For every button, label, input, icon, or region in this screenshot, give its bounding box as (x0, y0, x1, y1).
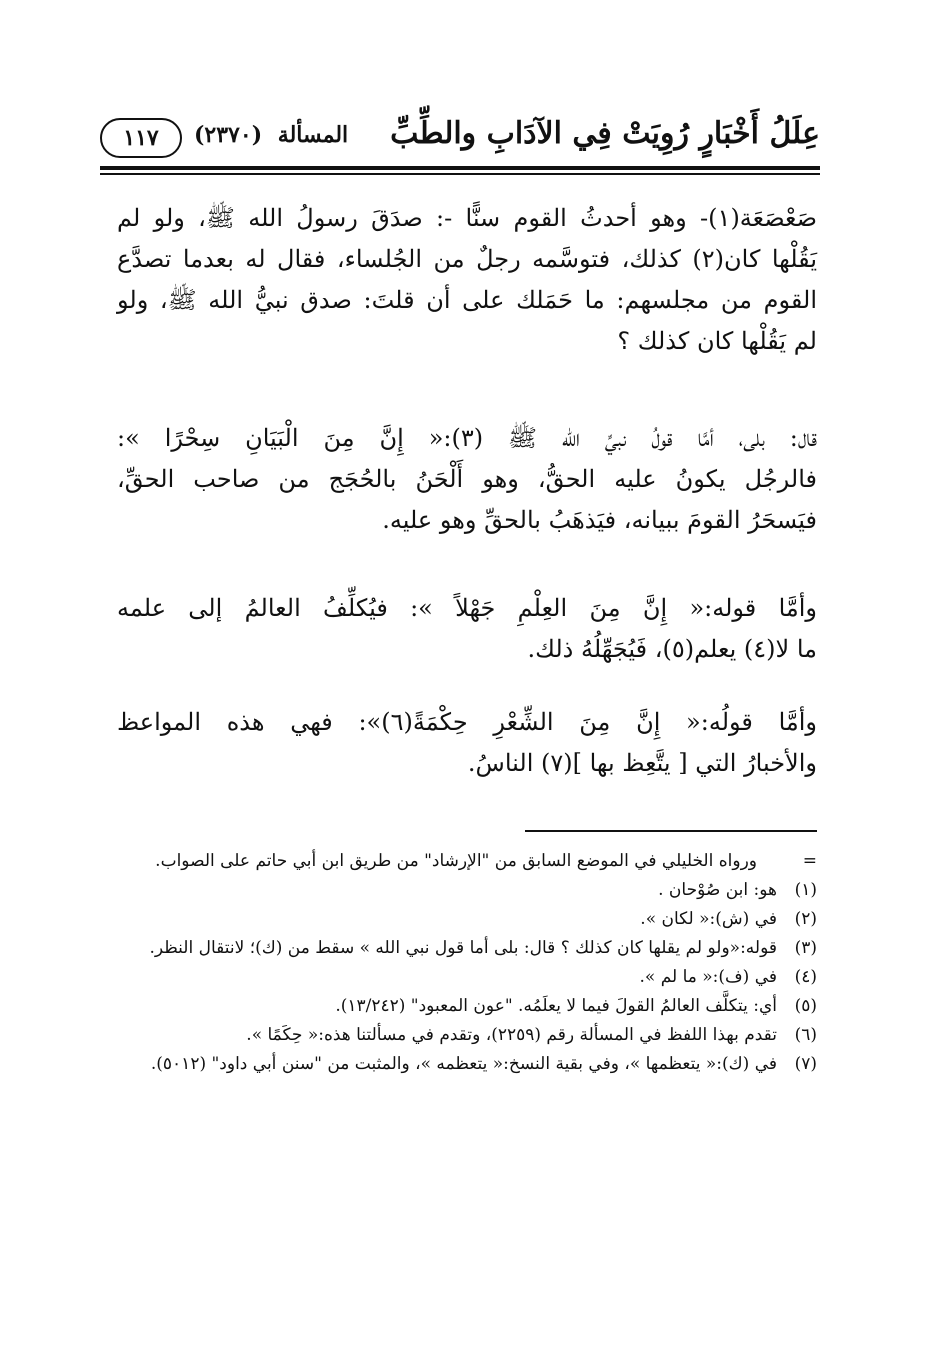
footnote-number: (١) (794, 880, 817, 900)
text-line: والأخبارُ التي [ يتَّعِظ بها ](٧) الناسُ. (467, 749, 817, 777)
footnote-item (105, 964, 817, 990)
text-line: القوم من مجلسهم: ما حَمَلك على أن قلتَ: صدق نبيُّ الله ﷺ، ولو (117, 286, 817, 314)
page-number: ١١٧ (123, 125, 159, 151)
footnote-number: (٣) (794, 938, 817, 958)
issue-label: المسألة (277, 122, 349, 148)
footnote-item (105, 906, 817, 932)
page-header (100, 112, 820, 164)
text-line: فالرجُل يكونُ عليه الحقُّ، وهو أَلْحَنُ بالحُجَج من صاحب الحقِّ، (117, 465, 817, 493)
text-line: صَعْصَعَة(١)- وهو أحدثُ القوم سنًّا -: صدَقَ رسولُ الله ﷺ، ولو لم (117, 204, 818, 232)
text-line: قال: بلى، أمَّا قولُ نبيِّ الله ﷺ (٣):« إِنَّ مِنَ الْبَيَانِ سِحْرًا »: (117, 424, 817, 452)
footnote-text: هو: ابن صُوْحان . (658, 880, 777, 900)
footnote-text: في (ك):« يتعظمها »، وفي بقية النسخ:« يتعظمه »، والمثبت من "سنن أبي داود" (٥٠١٢). (150, 1054, 777, 1074)
footnote-text: قوله:«ولو لم يقلها كان كذلك ؟ قال: بلى أما قول نبي الله » سقط من (ك)؛ لانتقال النظر. (149, 938, 777, 958)
footnote-text: ورواه الخليلي في الموضع السابق من "الإرشاد" من طريق ابن أبي حاتم على الصواب. (155, 851, 757, 871)
text-line: يَقُلْها كان(٢) كذلك، فتوسَّمه رجلٌ من الجُلساء، فقال له بعدما تصدَّع (117, 245, 817, 273)
text-line: وأمَّا قولُه:« إِنَّ مِنَ الشِّعْرِ حِكْمَةً(٦)»: فهي هذه المواعظ (117, 708, 817, 736)
footnotes (105, 848, 817, 1080)
footnote-text: في (ف):« ما لم ». (639, 967, 777, 987)
footnote-text: تقدم بهذا اللفظ في المسألة رقم (٢٢٥٩)، وتقدم في مسألتنا هذه:« حِكَمًا ». (246, 1025, 777, 1045)
page-number-badge (100, 118, 182, 158)
footnote-number: (٦) (794, 1025, 817, 1045)
header-rule-thick (100, 166, 820, 170)
footnote-item (105, 877, 817, 903)
paragraph-4 (117, 702, 817, 784)
footnote-number: = (802, 851, 817, 871)
text-line: وأمَّا قوله:« إِنَّ مِنَ العِلْمِ جَهْلاً »: فيُكلِّفُ العالمُ إلى علمه (117, 594, 817, 622)
header-rule-thin (100, 173, 820, 175)
footnote-item (105, 993, 817, 1019)
footnote-text: أي: يتكلَّف العالمُ القولَ فيما لا يعلَمُه. "عون المعبود" (١٣/٢٤٢). (335, 996, 777, 1016)
paragraph-3 (117, 588, 817, 670)
paragraph-2 (117, 418, 817, 541)
issue-number: (٢٣٧٠) (194, 122, 263, 148)
footnote-item (105, 1051, 817, 1077)
footnote-item (105, 848, 817, 874)
footnote-separator (525, 830, 817, 832)
text-line: فيَسحَرُ القومَ ببيانه، فيَذهَبُ بالحقِّ وهو عليه. (382, 506, 817, 534)
text-line: لم يَقُلْها كان كذلك ؟ (617, 327, 817, 355)
footnote-text: في (ش):« لكان ». (640, 909, 777, 929)
text-line: ما لا(٤) يعلم(٥)، فَيُجَهِّلُهُ ذلك. (527, 635, 817, 663)
footnote-number: (٤) (794, 967, 817, 987)
footnote-number: (٥) (794, 996, 817, 1016)
issue-reference (190, 122, 352, 148)
footnote-item (105, 935, 817, 961)
footnote-number: (٧) (794, 1054, 817, 1074)
running-title: عِلَلُ أَخْبَارٍ رُوِيَتْ فِي الآدَابِ والطِّبِّ (390, 116, 820, 151)
footnote-item (105, 1022, 817, 1048)
footnote-number: (٢) (794, 909, 817, 929)
paragraph-1 (117, 198, 817, 362)
